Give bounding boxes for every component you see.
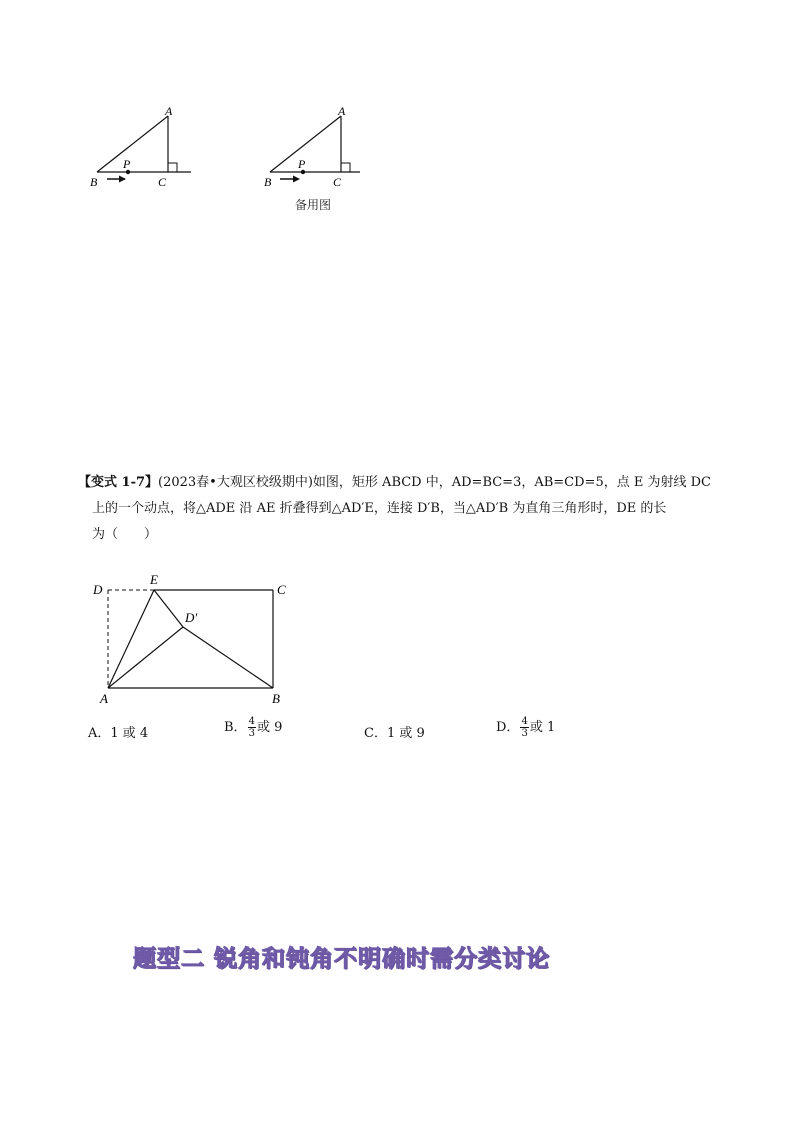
problem-line-1 [78,470,728,496]
choice-c[interactable]: C．1 或 9 [364,726,425,741]
fraction: $\frac{4}{3}$ [248,716,255,739]
label-C: C [333,175,342,189]
label-A: A [165,104,173,118]
label-A: A [100,691,108,706]
problem-line-2: 上的一个动点，将△ADE 沿 AE 折叠得到△AD′E，连接 D′B，当△AD′B 为直角三角形时，DE 的长 [92,501,667,516]
triangle-figure-left [85,100,205,195]
choice-d[interactable]: D． $\frac{4}{3}$ 或 1 [496,716,556,739]
problem-text [78,470,728,548]
section-title: 题型二 锐角和钝角不明确时需分类讨论 [133,946,551,972]
label-B: B [272,691,280,706]
rectangle-fold-figure [90,572,300,708]
problem-tag: 【变式 1-7】 [78,475,159,490]
label-B: B [264,175,272,189]
label-P: P [298,157,306,171]
problem-source: (2023春•大观区校级期中) [158,475,313,490]
label-D-prime: D′ [185,610,198,625]
label-C: C [277,582,286,597]
problem-statement-1: 如图，矩形 ABCD 中，AD=BC=3，AB=CD=5，点 E 为射线 DC [312,475,711,490]
problem-line-3: 为（ ） [92,527,158,542]
label-B: B [90,175,98,189]
choice-a[interactable]: A．1 或 4 [88,726,149,741]
figure-caption: 备用图 [295,198,332,212]
label-E: E [150,572,158,587]
triangle-figure-right [258,100,378,195]
label-A: A [338,104,346,118]
label-C: C [158,175,167,189]
label-P: P [123,157,131,171]
label-D: D [93,582,103,597]
choice-b[interactable]: B． $\frac{4}{3}$ 或 9 [224,716,283,739]
fraction: $\frac{4}{3}$ [521,716,528,739]
